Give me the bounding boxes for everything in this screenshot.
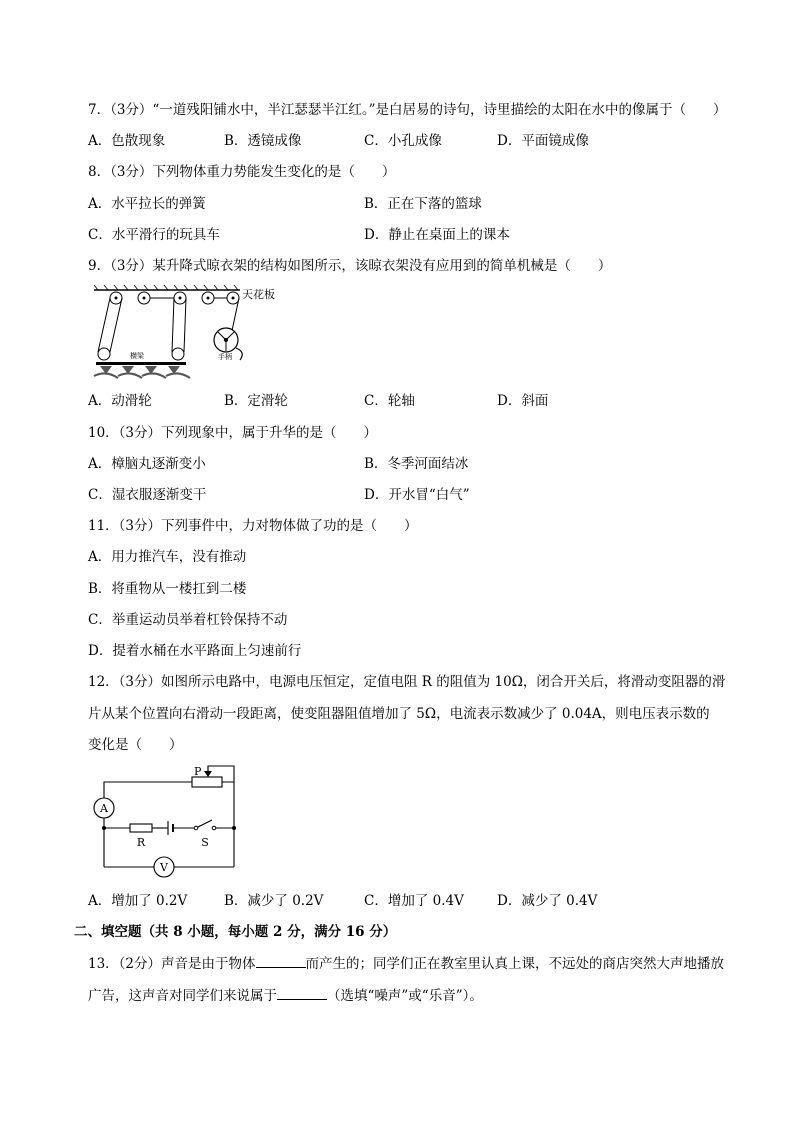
q10-option-a: A．樟脑丸逐渐变小	[88, 456, 206, 472]
q11-option-b: B．将重物从一楼扛到二楼	[88, 581, 247, 597]
q13-line-1-start: 13．（2分）声音是由于物体	[88, 956, 256, 972]
q10-option-c: C．湿衣服逐渐变干	[88, 487, 207, 503]
q11-stem: 11．（3分）下列事件中，力对物体做了功的是（ ）	[88, 518, 418, 534]
q12-option-b: B．减少了 0.2V	[224, 893, 324, 909]
q12-stem-line-1: 12．（3分）如图所示电路中，电源电压恒定，定值电阻 R 的阻值为 10Ω，闭合开关后，将滑动变阻器的滑	[88, 674, 726, 690]
q8-option-b: B．正在下落的篮球	[364, 196, 482, 212]
q8-option-a: A．水平拉长的弹簧	[88, 196, 206, 212]
q7-option-d: D．平面镜成像	[497, 133, 589, 149]
q13-line-2-start: 广告，这声音对同学们来说属于	[88, 988, 277, 1004]
answer-blank-2[interactable]	[277, 985, 327, 1000]
q13-line-1	[88, 953, 724, 974]
q9-stem: 9．（3分）某升降式晾衣架的结构如图所示，该晾衣架没有应用到的简单机械是（ ）	[88, 258, 612, 274]
q8-stem: 8．（3分）下列物体重力势能发生变化的是（ ）	[88, 164, 396, 180]
q7-option-c: C．小孔成像	[364, 133, 442, 149]
q11-option-c: C．举重运动员举着杠铃保持不动	[88, 612, 288, 628]
q7-option-b: B．透镜成像	[224, 133, 302, 149]
q10-option-d: D．开水冒“白气”	[364, 487, 470, 503]
q12-stem-line-3: 变化是（ ）	[88, 737, 183, 753]
q9-option-c: C．轮轴	[364, 393, 415, 409]
q10-option-b: B．冬季河面结冰	[364, 456, 469, 472]
ammeter-label: A	[100, 802, 108, 815]
q9-option-a: A．动滑轮	[88, 393, 152, 409]
section-heading: 二、填空题（共 8 小题，每小题 2 分，满分 16 分）	[74, 924, 397, 940]
resistor-label: R	[136, 836, 146, 849]
q9-option-b: B．定滑轮	[224, 393, 288, 409]
answer-blank-1[interactable]	[256, 953, 306, 968]
q7-stem: 7．（3分）“一道残阳铺水中，半江瑟瑟半江红。”是白居易的诗句，诗里描绘的太阳在水中的像属于（ ）	[88, 102, 727, 118]
q11-option-a: A．用力推汽车，没有推动	[88, 549, 247, 565]
handle-label: 手柄	[218, 353, 232, 361]
circuit-diagram	[88, 762, 248, 880]
q13-line-2	[88, 985, 483, 1006]
voltmeter-label: V	[160, 861, 168, 874]
clothes-rack-figure	[90, 282, 290, 388]
q8-option-d: D．静止在桌面上的课本	[364, 227, 510, 243]
q11-option-d: D．提着水桶在水平路面上匀速前行	[88, 643, 302, 659]
beam-label: 横梁	[130, 352, 144, 360]
switch-label: S	[201, 836, 209, 849]
q13-line-2-end: （选填“噪声”或“乐音”）。	[327, 988, 483, 1004]
q9-option-d: D．斜面	[497, 393, 549, 409]
q7-option-a: A．色散现象	[88, 133, 166, 149]
ceiling-label: 天花板	[242, 288, 275, 301]
q12-stem-line-2: 片从某个位置向右滑动一段距离，使变阻器阻值增加了 5Ω，电流表示数减少了 0.04A，则电压表示数的	[88, 706, 710, 722]
q12-option-d: D．减少了 0.4V	[497, 893, 598, 909]
q8-option-c: C．水平滑行的玩具车	[88, 227, 220, 243]
q13-line-1-end: 而产生的；同学们正在教室里认真上课，不远处的商店突然大声地播放	[305, 956, 725, 972]
q12-option-a: A．增加了 0.2V	[88, 893, 188, 909]
slider-label: P	[194, 765, 202, 778]
q12-option-c: C．增加了 0.4V	[364, 893, 464, 909]
q10-stem: 10．（3分）下列现象中，属于升华的是（ ）	[88, 425, 378, 441]
